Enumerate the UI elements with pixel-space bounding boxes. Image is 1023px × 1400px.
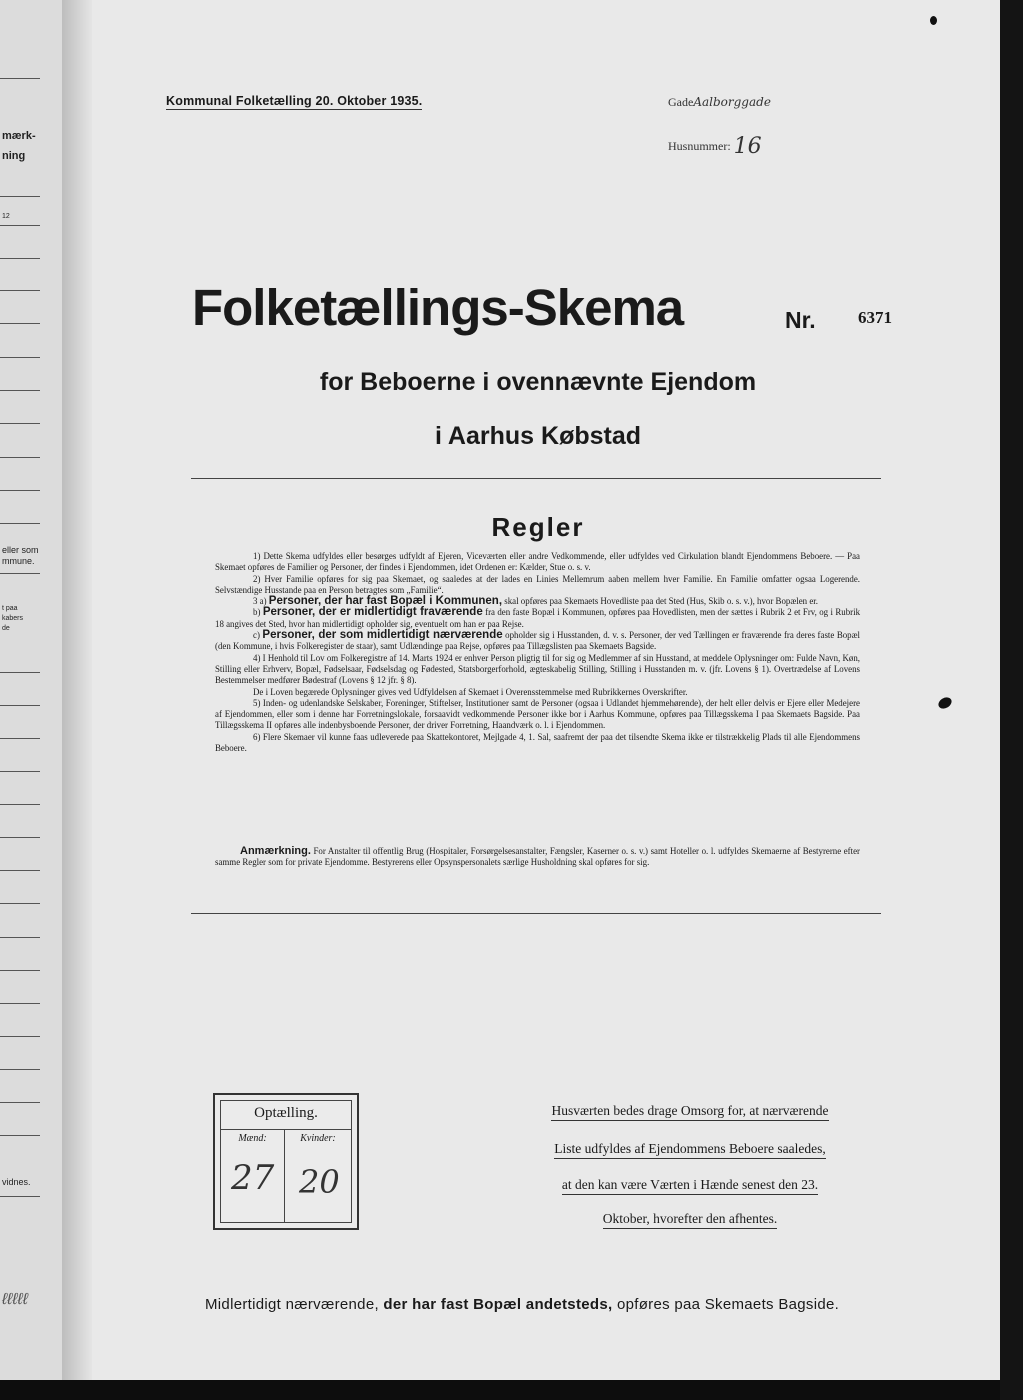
- rules-heading: Regler: [491, 512, 585, 542]
- rule-3c: c) Personer, der som midlertidigt nærværende opholder sig i Husstanden, d. v. s. Personer, der ved Tællingen er fraværende fra deres faste Bopæl (den Kommune, i hvis Folkeregister de staar), samt Udlændinge paa Rejse, opføres paa Tillægslisten paa Skemaets Bagside.: [215, 629, 860, 652]
- count-box: [213, 1093, 359, 1230]
- line: [0, 225, 40, 226]
- line: [0, 705, 40, 706]
- form-number-label: Nr.: [785, 307, 816, 333]
- street-value: Aalborggade: [693, 95, 771, 109]
- left-note-2c: de: [2, 625, 10, 632]
- line: [0, 837, 40, 838]
- handwriting-scribble: ℓℓℓℓℓ: [2, 1291, 28, 1308]
- count-box-rule: [221, 1129, 351, 1130]
- left-note-3: vidnes.: [2, 1177, 31, 1187]
- form-number-value: 6371: [858, 308, 892, 327]
- line: [0, 323, 40, 324]
- line: [0, 870, 40, 871]
- ink-spot: [936, 695, 953, 711]
- left-heading-2: ning: [2, 150, 26, 162]
- note-text: For Anstalter til offentlig Brug (Hospitaler, Forsørgelsesanstalter, Fængsler, Kaserner o. s. v.) samt Hoteller o. l. udfyldes Skemaerne af Bestyrerne efter samme Regler som for private Ejendomme. Bestyrerens eller Opsynspersonalets særlige Husholdning skal opføres for sig.: [215, 846, 861, 868]
- line: [0, 1135, 40, 1136]
- line: [0, 1196, 40, 1197]
- form-title: Folketællings-Skema: [192, 279, 684, 336]
- left-note-2b: kabers: [2, 615, 24, 622]
- line: [0, 490, 40, 491]
- left-note-1a: eller som: [2, 545, 39, 555]
- men-count: 27: [231, 1158, 275, 1198]
- women-label: Kvinder:: [300, 1133, 336, 1144]
- house-number-label: Husnummer:: [668, 139, 731, 153]
- line: [0, 573, 40, 574]
- women-count: 20: [299, 1163, 340, 1201]
- instruction-line-1: Husværten bedes drage Omsorg for, at nærværende: [515, 1103, 865, 1119]
- line: [0, 78, 40, 79]
- form-subtitle: for Beboerne i ovennævnte Ejendom: [319, 368, 757, 396]
- line: [0, 1102, 40, 1103]
- house-number-value: 16: [733, 134, 762, 159]
- rule-4b: De i Loven begærede Oplysninger gives ved Udfyldelsen af Skemaet i Overensstemmelse med Rubrikkernes Overskrifter.: [253, 686, 688, 697]
- line: [0, 1003, 40, 1004]
- rule-6: 6) Flere Skemaer vil kunne faas udleverede paa Skattekontoret, Mejlgade 4, 1. Sal, saafremt der paa det tilsendte Skema ikke er tilstrækkelig Plads til alle Ejendommens Beboere.: [215, 731, 860, 754]
- count-box-inner: [220, 1100, 352, 1223]
- line: [0, 1036, 40, 1037]
- rule-1: 1) Dette Skema udfyldes eller besørges udfyldt af Ejeren, Viceværten eller andre Vedkommende, eller udfyldes ved Cirkulation blandt Ejendommens Beboere. — Paa Skemaet opføres de Familier og Personer, der findes i Ejendommen, idet Ordenen er: Kælder, Stue o. s. v.: [215, 551, 860, 573]
- line: [0, 804, 40, 805]
- note-lead: Anmærkning.: [240, 845, 311, 857]
- line: [0, 738, 40, 739]
- instruction-line-3: at den kan være Værten i Hænde senest den 23.: [515, 1177, 865, 1193]
- rule-5: 5) Inden- og udenlandske Selskaber, Foreninger, Stiftelser, Institutioner samt de Personer (ogsaa i Udlandet hjemmehørende), der helt eller delvis er Ejere eller Medejere af Ejendommen, eller som i denne har Forretningslokale, forsaavidt vedkommende Personer ikke bor i Aarhus Kommune, opføres paa Tillægsskema I paa Skemaets Bagside. Paa Tillægsskema II opføres alle indenbysboende Personer, der driver Forretning, Haandværk o. l. i Ejendommen.: [215, 697, 860, 731]
- instruction-line-4: Oktober, hvorefter den afhentes.: [515, 1211, 865, 1227]
- left-note-2a: t paa: [2, 605, 18, 612]
- line: [0, 1069, 40, 1070]
- instruction-line-2: Liste udfyldes af Ejendommens Beboere saaledes,: [515, 1141, 865, 1157]
- rule-3a: 3 a) Personer, der har fast Bopæl i Kommunen, skal opføres paa Skemaets Hovedliste paa det Sted (Hus, Skib o. s. v.), hvor Bopælen er.: [253, 595, 818, 608]
- line: [0, 903, 40, 904]
- line: [0, 196, 40, 197]
- line: [0, 937, 40, 938]
- line: [0, 457, 40, 458]
- line: [0, 258, 40, 259]
- street-label: Gade: [668, 95, 694, 109]
- left-note-1b: mmune.: [2, 556, 35, 566]
- left-col-number: 12: [2, 213, 10, 220]
- scan-border: [1000, 0, 1023, 1400]
- street-field: [668, 95, 771, 110]
- line: [0, 357, 40, 358]
- footer-note: Midlertidigt nærværende, der har fast Bopæl andetsteds, opføres paa Skemaets Bagside.: [205, 1296, 840, 1313]
- form-location: i Aarhus Købstad: [434, 422, 642, 450]
- men-label: Mænd:: [238, 1133, 267, 1144]
- note: [215, 846, 860, 869]
- page-binding-shadow: [62, 0, 92, 1380]
- census-heading: Kommunal Folketælling 20. Oktober 1935.: [166, 94, 423, 108]
- line: [0, 672, 40, 673]
- line: [0, 970, 40, 971]
- rule-2: 2) Hver Familie opføres for sig paa Skemaet, og saaledes at der lades en Linies Mellemrum aaben mellem hver Familie. En Familie omfatter ogsaa Logerende. Selvstændige Husstande paa en Person betragtes som „Familie“.: [215, 573, 860, 595]
- count-box-title: Optælling.: [254, 1105, 318, 1121]
- house-number-field: [668, 131, 762, 159]
- left-heading-1: mærk-: [2, 130, 36, 142]
- rule-3b: b) Personer, der er midlertidigt fraværende fra den faste Bopæl i Kommunen, opføres paa Hovedlisten, men der sættes i Rubrik 2 et Frv, og i Rubrik 18 angives det Sted, hvor han midlertidigt opholder sig, eventuelt om han er paa Rejse.: [215, 606, 861, 629]
- previous-page-edge: [0, 0, 65, 1380]
- ink-spot: [930, 16, 937, 25]
- line: [0, 290, 40, 291]
- divider: [191, 478, 881, 479]
- line: [0, 771, 40, 772]
- rule-4: 4) I Henhold til Lov om Folkeregistre af 14. Marts 1924 er enhver Person pligtig til for sig og Medlemmer af sin Husstand, at meddele Oplysninger om: Fulde Navn, Køn, Stilling eller Erhverv, Bopæl, Fødselsaar, Fødselsdag og Fødested, Statsborgerforhold, ægteskabelig Stilling, Stilling i Husstanden m. v. (jfr. Lovens § 1). Overtrædelse af Lovens Bestemmelser medfører Bødestraf (Lovens § 12 jfr. § 8).: [215, 652, 860, 686]
- divider: [191, 913, 881, 914]
- rules-text: [215, 551, 860, 754]
